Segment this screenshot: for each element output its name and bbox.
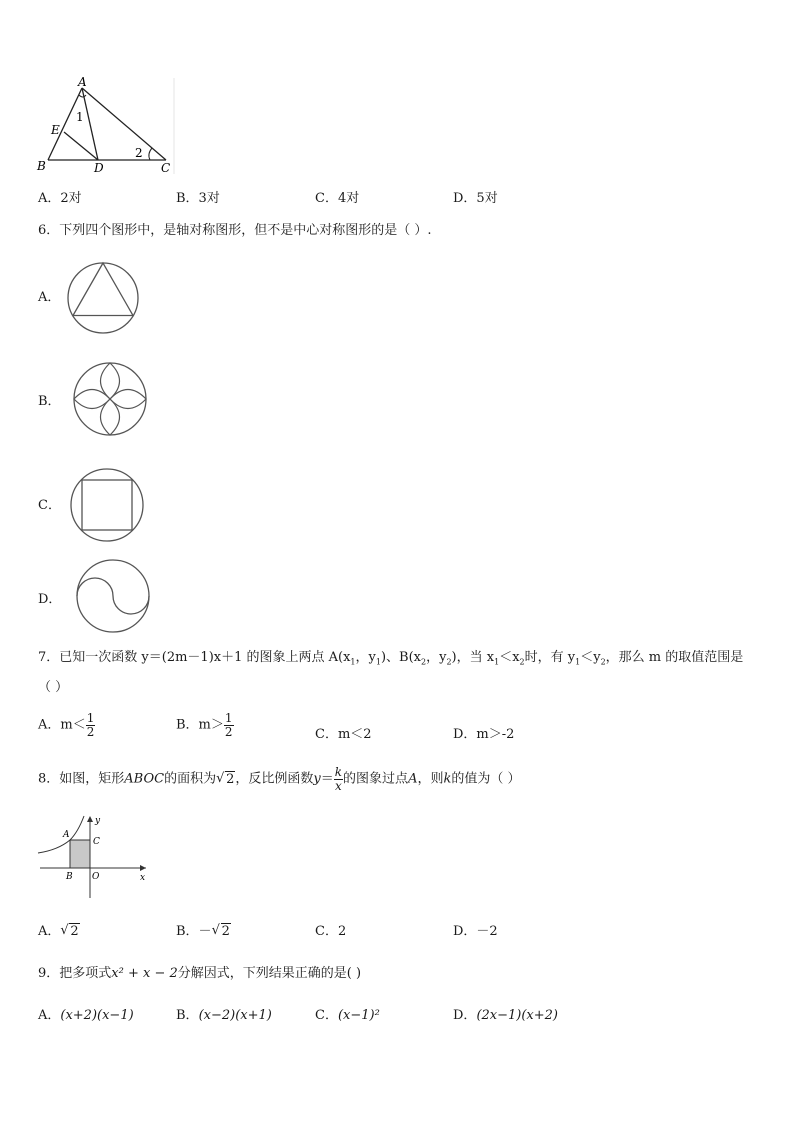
q5-option-a[interactable]: A．2对 [38,191,82,206]
q8-option-b[interactable]: B．－ √ 2 [176,923,230,939]
q9-option-c[interactable]: C．(x−1)² [315,1008,380,1023]
circle-square-figure [68,466,146,544]
label-A: A [78,75,87,89]
q7-stem-line2: （ ） [38,680,69,695]
sqrt-symbol: √ 2 [60,923,79,939]
circle-triangle-figure [64,259,142,337]
q8-option-c[interactable]: C．2 [315,924,347,939]
label-C: C [93,837,100,847]
q5-option-c[interactable]: C．4对 [315,191,360,206]
sqrt-symbol: √ 2 [211,923,230,939]
q9-stem: 9．把多项式x² + x − 2分解因式，下列结果正确的是( ) [38,966,362,981]
q7-option-b[interactable]: B．m＞ $\frac{1}{2}$ [176,711,233,739]
q6-stem: 6．下列四个图形中，是轴对称图形，但不是中心对称图形的是（ ）. [38,223,432,238]
q6-option-a[interactable]: A． [38,290,61,305]
label-E: E [51,123,60,137]
q6-option-c[interactable]: C． [38,498,61,513]
q7-option-a[interactable]: A．m＜ $\frac{1}{2}$ [38,711,95,739]
q8-stem: 8．如图，矩形ABOC的面积为 √ 2，反比例函数y＝ $\frac{k}{x}$ 的图象过点A，则k的值为（ ） [38,765,521,793]
label-y: y [95,816,101,826]
q7-option-d[interactable]: D．m＞-2 [453,727,515,742]
q6-option-d[interactable]: D． [38,592,62,607]
q8-option-a[interactable]: A． √ 2 [38,923,79,939]
label-D: D [94,161,104,175]
q9-option-a[interactable]: A．(x+2)(x−1) [38,1008,134,1023]
q6-option-b[interactable]: B． [38,394,61,409]
fraction-k-over-x: $\frac{k}{x}$ [334,765,343,793]
label-1: 1 [76,110,84,124]
q5-option-d[interactable]: D．5对 [453,191,498,206]
label-C: C [161,161,171,175]
fraction: $\frac{1}{2}$ [224,711,233,739]
coordinate-figure [36,812,156,904]
label-B: B [66,872,73,882]
circle-yin-yang-figure [74,557,152,635]
q9-option-d[interactable]: D．(2x−1)(x+2) [453,1008,558,1023]
q5-option-b[interactable]: B．3对 [176,191,220,206]
label-B: B [37,159,46,173]
q7-option-c[interactable]: C．m＜2 [315,727,372,742]
label-O: O [92,872,100,882]
circle-petals-figure [71,360,149,438]
label-A: A [63,830,70,840]
label-x: x [140,873,146,883]
triangle-figure [34,74,179,178]
q7-stem: 7．已知一次函数 y＝(2m－1)x＋1 的图象上两点 $A(x_1$，$y_1$)、$B(x_2$，$y_2$)，当 $x_1<x_2$时，有 $y_1<y_2$，那么 m 的取值范围是 [38,650,744,667]
fraction: $\frac{1}{2}$ [86,711,95,739]
q9-option-b[interactable]: B．(x−2)(x+1) [176,1008,272,1023]
sqrt-symbol: √ 2 [216,770,235,787]
q8-option-d[interactable]: D．－2 [453,924,498,939]
label-2: 2 [135,146,143,160]
